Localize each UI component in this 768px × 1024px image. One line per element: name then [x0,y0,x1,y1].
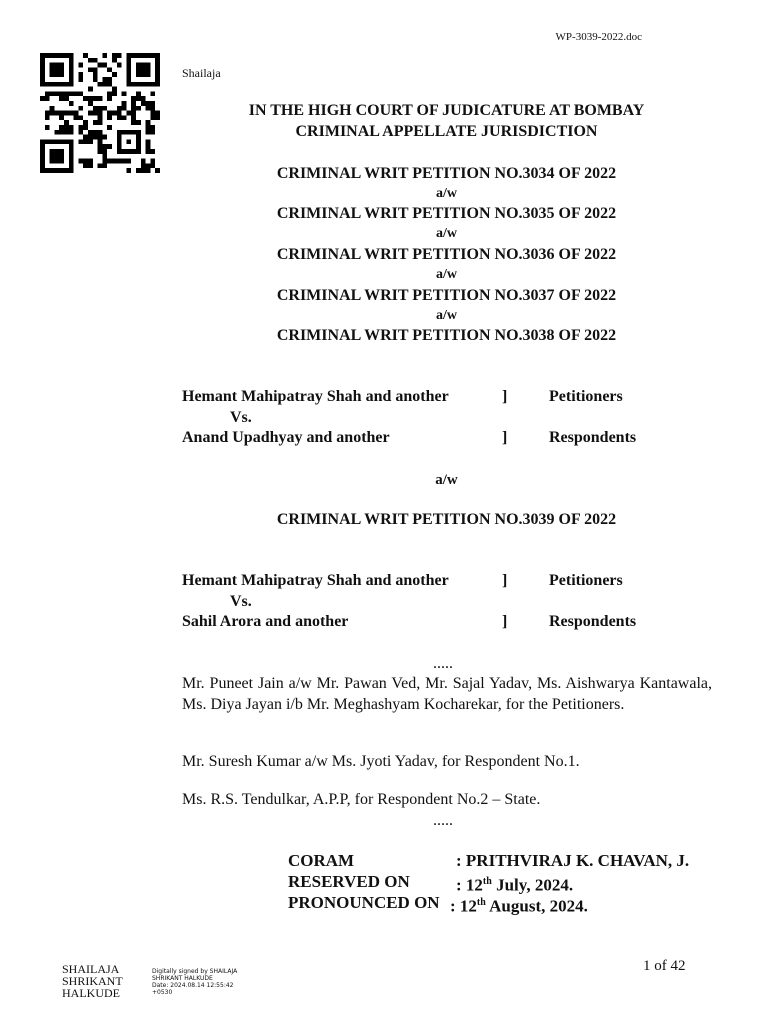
reserved-label: RESERVED ON [288,872,410,891]
respondent-name: Sahil Arora and another [182,613,349,630]
petition-title: CRIMINAL WRIT PETITION NO.3035 OF 2022 [276,205,617,222]
along-with-label: a/w [436,186,457,201]
counsel-respondent-2: Ms. R.S. Tendulkar, A.P.P, for Respondent No.2 – State. [182,791,541,808]
petition-title: CRIMINAL WRIT PETITION NO.3038 OF 2022 [276,327,617,344]
petitioner-role: Petitioners [549,572,623,589]
coram-value: : PRITHVIRAJ K. CHAVAN, J. [456,851,690,870]
separator-dots: ..... [433,812,453,829]
petitioner-name: Hemant Mahipatray Shah and another [182,572,449,589]
respondent-role: Respondents [549,429,637,446]
bracket: ] [502,572,508,589]
counsel-petitioners: Mr. Puneet Jain a/w Mr. Pawan Ved, Mr. Sajal Yadav, Ms. Aishwarya Kantawala, Ms. Diya Jayan i/b Mr. Meghashyam Kocharekar, for the Petitioners. [182,675,712,713]
pronounced-date: : 12th August, 2024. [450,896,588,916]
author-label: Shailaja [182,66,221,80]
along-with-label: a/w [436,308,457,323]
petition-title: CRIMINAL WRIT PETITION NO.3036 OF 2022 [276,246,617,263]
respondent-role: Respondents [549,613,637,630]
petitioner-name: Hemant Mahipatray Shah and another [182,388,449,405]
signatory-name: SHAILAJA SHRIKANT HALKUDE [62,962,123,1000]
counsel-respondent-1: Mr. Suresh Kumar a/w Ms. Jyoti Yadav, for Respondent No.1. [182,753,580,770]
respondent-name: Anand Upadhyay and another [182,429,390,446]
bracket: ] [502,388,508,405]
bracket: ] [502,429,508,446]
petition-title: CRIMINAL WRIT PETITION NO.3037 OF 2022 [276,287,617,304]
separator-dots: ..... [433,655,453,672]
court-name: IN THE HIGH COURT OF JUDICATURE AT BOMBAY [248,102,645,119]
petition-title: CRIMINAL WRIT PETITION NO.3039 OF 2022 [276,511,617,528]
coram-label: CORAM [288,851,355,870]
document-reference: WP-3039-2022.doc [555,31,642,43]
qr-code [38,53,162,173]
reserved-date: : 12th July, 2024. [456,875,574,895]
jurisdiction: CRIMINAL APPELLATE JURISDICTION [295,123,598,140]
digital-signature-details: Digitally signed by SHAILAJA SHRIKANT HALKUDE Date: 2024.08.14 12:55:42 +0530 [152,968,238,996]
petitioner-role: Petitioners [549,388,623,405]
bracket: ] [502,613,508,630]
petition-title: CRIMINAL WRIT PETITION NO.3034 OF 2022 [276,165,617,182]
versus-label: Vs. [230,409,252,426]
page-number: 1 of 42 [643,958,686,974]
pronounced-label: PRONOUNCED ON [288,893,440,912]
along-with-label: a/w [435,472,458,488]
versus-label: Vs. [230,593,252,610]
along-with-label: a/w [436,267,457,282]
along-with-label: a/w [436,226,457,241]
